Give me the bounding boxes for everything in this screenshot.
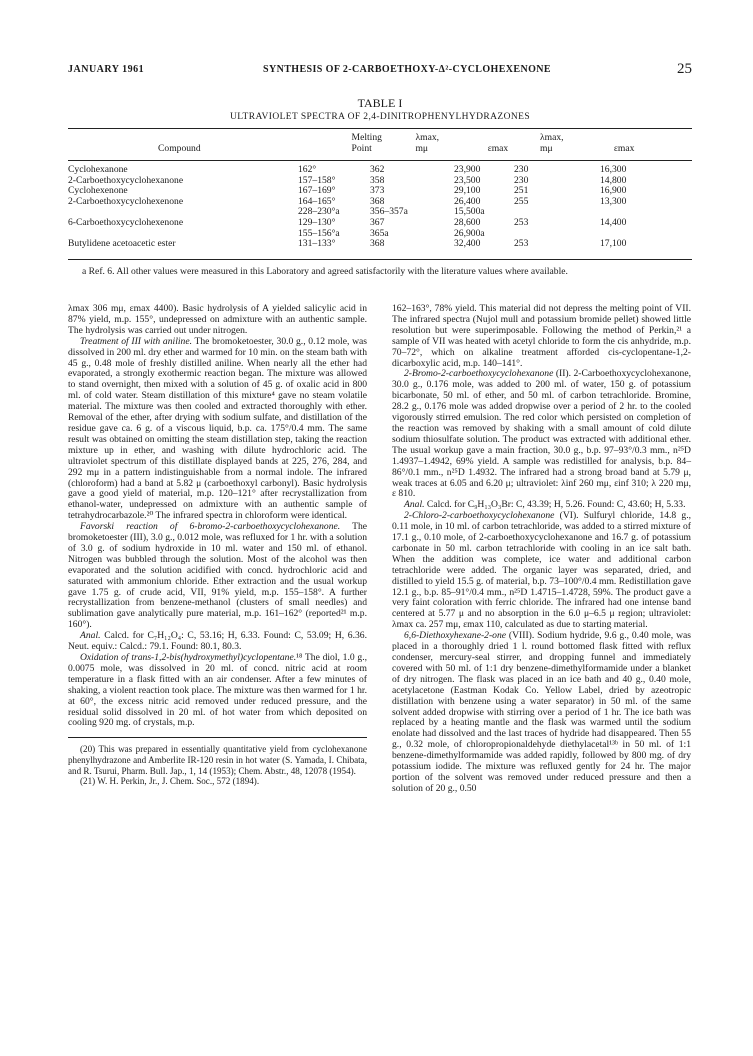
paragraph: 162–163°, 78% yield. This material did not depress the melting point of VII. The infrared spectra (Nujol mull and potassium bromide pellet) showed little resolution but were superimposable. Following the method of Perkin,²¹ a sample of VII was heated with acetyl chloride to form the cis anhydride, m.p. 70–72°, which on alkaline treatment afforded cis-cyclopentane-1,2-dicarboxylic acid, m.p. 140–141°. bbox=[392, 303, 691, 369]
table-cell: 16,300 bbox=[600, 164, 627, 175]
section-heading: Oxidation of trans-1,2-bis(hydroxymethyl)cyclopentane. bbox=[80, 652, 297, 663]
right-column bbox=[392, 304, 691, 795]
table-row bbox=[68, 239, 692, 250]
table-cell: 167–169° bbox=[298, 185, 336, 197]
paragraph: Anal. Calcd. for C₇H₁₂O₄: C, 53.16; H, 6.33. Found: C, 53.09; H, 6.36. Neut. equiv.: Calcd.: 79.1. Found: 80.1, 80.3. bbox=[68, 630, 367, 653]
table-footnote: a Ref. 6. All other values were measured in this Laboratory and agreed satisfactorily with the literature values where available. bbox=[82, 266, 568, 277]
table-cell: Butylidene acetoacetic ester bbox=[68, 238, 176, 250]
header-lmax-2-unit: mμ bbox=[540, 143, 553, 154]
table-cell: 16,900 bbox=[600, 185, 627, 197]
table-cell: 29,100 bbox=[454, 185, 481, 197]
table-cell: 362 bbox=[370, 164, 385, 175]
table-cell: 228–230°a bbox=[298, 206, 340, 218]
header-emax-1: εmax bbox=[487, 143, 509, 154]
table-cell: 28,600 bbox=[454, 216, 481, 228]
table-cell: 230 bbox=[514, 174, 529, 186]
section-heading: Treatment of III with aniline. bbox=[80, 335, 192, 347]
table-body bbox=[68, 165, 692, 250]
footnote-21: (21) W. H. Perkin, Jr., J. Chem. Soc., 572 (1894). bbox=[80, 776, 260, 787]
table-cell: 2-Carboethoxycyclohexanone bbox=[68, 174, 184, 186]
section-heading: 2-Bromo-2-carboethoxycyclohexanone bbox=[404, 368, 554, 380]
section-heading: Anal. bbox=[80, 630, 101, 642]
table-cell: Cyclohexanone bbox=[68, 164, 128, 175]
footnote-rule bbox=[68, 737, 367, 738]
section-heading: 6,6-Diethoxyhexane-2-one bbox=[404, 630, 507, 642]
table-row bbox=[68, 165, 692, 176]
table-cell: 162° bbox=[298, 164, 317, 175]
table-row bbox=[68, 218, 692, 229]
running-head-title: SYNTHESIS OF 2-CARBOETHOXY-Δ²-CYCLOHEXENONE bbox=[263, 64, 551, 75]
table-cell: 32,400 bbox=[454, 238, 481, 250]
paragraph: λmax 306 mμ, εmax 4400). Basic hydrolysis of A yielded salicylic acid in 87% yield, m.p. 155°, undepressed on admixture with an authentic sample. The hydrolysis was carried out under nitrogen. bbox=[68, 303, 367, 336]
table-cell: 14,800 bbox=[600, 174, 627, 186]
section-heading: Anal. bbox=[404, 499, 425, 511]
table-cell: 368 bbox=[370, 238, 385, 250]
page-number: 25 bbox=[677, 61, 692, 77]
footnote-20: (20) This was prepared in essentially quantitative yield from cyclohexanone phenylhydrazone and Amberlite IR-120 resin in hot water (S. Yamada, I. Chibata, and R. Tsurui, Pharm. Bull. Jap., 1, 14 (1953); Chem. Abstr., 48, 12078 (1954). bbox=[68, 744, 367, 776]
header-melting: Melting bbox=[351, 132, 382, 143]
header-lmax-2: λmax, bbox=[540, 132, 564, 143]
table-cell: 251 bbox=[514, 185, 529, 197]
table-cell: 367 bbox=[370, 216, 385, 228]
table-cell: 230 bbox=[514, 164, 529, 175]
table-cell: 368 bbox=[370, 195, 385, 207]
table-bottom-rule bbox=[68, 259, 692, 260]
table-cell: 23,900 bbox=[454, 164, 481, 175]
paragraph: 6,6-Diethoxyhexane-2-one (VIII). Sodium hydride, 9.6 g., 0.40 mole, was placed in a thoroughly dried 1 l. round bottomed flask fitted with reflux condenser, mercury-seal stirrer, and dropping funnel and immediately covered with 50 ml. of 1:1 dry benzene-dimethylformamide under a blanket of dry nitrogen. The flask was placed in an ice bath and 40 g., 0.40 mole, acetylacetone (Eastman Kodak Co. Yellow Label, dried by azeotropic distillation with benzene using a water separator) in 50 ml. of the same solvent added dropwise with stirring over a period of 1 hr. The ice bath was replaced by a heating mantle and the flask was warmed until the sodium enolate had dissolved and the last traces of hydride had disappeared. Then 55 g., 0.32 mole, of chloropropionaldehyde diethylacetal¹³ᵇ in 50 ml. of 1:1 benzene-dimethylformamide was added rapidly, followed by 800 mg. of dry potassium iodide. The mixture was refluxed gently for 24 hr. The major portion of the solvent was removed under reduced pressure and then a solution of 20 g., 0.50 bbox=[392, 630, 691, 794]
header-lmax-1-unit: mμ bbox=[415, 143, 429, 154]
paragraph: Treatment of III with aniline. The bromoketoester, 30.0 g., 0.12 mole, was dissolved in 200 ml. dry ether and warmed for 10 min. on the steam bath with 45 g., 0.48 mole of freshly distilled aniline. When nearly all the ether had evaporated, a strongly exothermic reaction began. The mixture was allowed to stand overnight, then mixed with a solution of 45 g. of oxalic acid in 800 ml. of cold water. Steam distillation of this mixture⁴ gave no steam volatile material. The mixture was then cooled and extracted thoroughly with ether. Removal of the ether, after drying with sodium sulfate, and distillation of the residue gave ca. 6 g. of a viscous liquid, b.p. ca. 175°/0.4 mm. The same result was obtained on omitting the steam distillation step, taking the reaction mixture up in ether, and washing with dilute hydrochloric acid. The ultraviolet spectrum of this distillate displayed bands at 225, 276, 284, and 292 mμ in a pattern indistinguishable from a normal indole. The infrared (chloroform) had a band at 5.82 μ (carboethoxyl carbonyl). Basic hydrolysis gave a good yield of material, m.p. 120–121° after recrystallization from ethanol-water, undepressed on admixture with an authentic sample of tetrahydrocarbazole.²⁰ The infrared spectra in chloroform were identical. bbox=[68, 335, 367, 522]
header-lmax-1: λmax, bbox=[415, 132, 440, 143]
table-cell: 17,100 bbox=[600, 238, 627, 250]
section-heading: 2-Chloro-2-carboethoxycyclohexanone bbox=[404, 510, 555, 522]
paragraph: Favorski reaction of 6-bromo-2-carboethoxycyclohexanone. The bromoketoester (III), 3.0 g., 0.012 mole, was refluxed for 1 hr. with a solution of 3.0 g. of sodium hydroxide in 10 ml. water and 150 ml. of ethanol. Nitrogen was bubbled through the solution. Most of the alcohol was then evaporated and the solution acidified with concd. hydrochloric acid and saturated with ammonium chloride. Ether extraction and the usual workup gave 1.75 g. of crude acid, VII, 91% yield, m.p. 155–158°. A further recrystallization from benzene-methanol (clusters of small needles) and sublimation gave analytically pure material, m.p. 161–162° (reported²¹ m.p. 160°). bbox=[68, 521, 368, 631]
table-cell: 13,300 bbox=[600, 195, 627, 207]
running-head-date: JANUARY 1961 bbox=[68, 64, 145, 75]
table-cell: 358 bbox=[370, 174, 385, 186]
header-point: Point bbox=[351, 143, 372, 154]
table-cell: 373 bbox=[370, 185, 385, 197]
table-cell: 6-Carboethoxycyclohexenone bbox=[68, 216, 184, 228]
table-top-rule bbox=[68, 128, 692, 129]
table-cell: 15,500a bbox=[454, 206, 485, 218]
table-cell: 253 bbox=[514, 216, 529, 228]
table-header-rule bbox=[68, 160, 692, 161]
table-title: TABLE I bbox=[357, 96, 403, 110]
running-head bbox=[68, 61, 692, 80]
table-cell: 164–165° bbox=[298, 195, 336, 207]
table-cell: 131–133° bbox=[298, 238, 336, 250]
table-cell: 2-Carboethoxycyclohexenone bbox=[68, 195, 184, 207]
table-header bbox=[68, 132, 692, 154]
table-cell: 23,500 bbox=[454, 174, 481, 186]
table-cell: 155–156°a bbox=[298, 227, 340, 239]
paragraph: 2-Bromo-2-carboethoxycyclohexanone (II). 2-Carboethoxycyclohexanone, 30.0 g., 0.176 mole, was added to 200 ml. of water, 150 g. of potassium bicarbonate, 50 ml. of ether, and 50 ml. of carbon tetrachloride. Bromine, 28.2 g., 0.176 mole was added dropwise over a period of 2 hr. to the cooled vigorously stirred emulsion. The red color which persisted on completion of the reaction was removed by shaking with a small amount of cold dilute sodium thiosulfate solution. The product was extracted with additional ether. The usual workup gave a main fraction, 30.0 g., b.p. 97–93°/0.3 mm., n²⁵D 1.4937–1.4942, 69% yield. A sample was redistilled for analysis, b.p. 84–86°/0.1 mm., n²⁵D 1.4932. The infrared had a strong broad band at 5.79 μ, weak traces at 6.05 and 6.20 μ; ultraviolet: λinf 260 mμ, εinf 310; λ 220 mμ, ε 810. bbox=[392, 368, 691, 500]
header-compound: Compound bbox=[158, 143, 201, 154]
table-subtitle: ULTRAVIOLET SPECTRA OF 2,4-DINITROPHENYLHYDRAZONES bbox=[229, 112, 531, 122]
paragraph: Oxidation of trans-1,2-bis(hydroxymethyl)cyclopentane.¹⁸ The diol, 1.0 g., 0.0075 mole, was dissolved in 20 ml. of concd. nitric acid at room temperature in a flask fitted with an air condenser. After a few minutes of shaking, a violent reaction took place. The mixture was then warmed for 1 hr. at 60°, the excess nitric acid removed under reduced pressure, and the residual solid dissolved in 20 ml. of hot water from which deposited on cooling 920 mg. of crystals, m.p. bbox=[68, 652, 367, 729]
left-column bbox=[68, 304, 367, 787]
table-cell: Cyclohexenone bbox=[68, 185, 128, 197]
table-cell: 26,900a bbox=[454, 227, 485, 239]
table-cell: 255 bbox=[514, 195, 529, 207]
paragraph: Anal. Calcd. for C₉H₁₃O₃Br: C, 43.39; H, 5.26. Found: C, 43.60; H, 5.33. bbox=[404, 499, 686, 511]
table-cell: 14,400 bbox=[600, 216, 627, 228]
table-cell: 356–357a bbox=[370, 206, 408, 218]
section-heading: Favorski reaction of 6-bromo-2-carboethoxycyclohexanone. bbox=[80, 521, 341, 533]
table-cell: 253 bbox=[514, 238, 529, 250]
table-cell: 365a bbox=[370, 227, 389, 239]
table-cell: 26,400 bbox=[454, 195, 481, 207]
table-cell: 157–158° bbox=[298, 174, 336, 186]
table-cell: 129–130° bbox=[298, 216, 336, 228]
header-emax-2: εmax bbox=[613, 143, 635, 154]
paragraph: 2-Chloro-2-carboethoxycyclohexanone (VI). Sulfuryl chloride, 14.8 g., 0.11 mole, in 10 ml. of carbon tetrachloride, was added to a stirred mixture of 17.1 g., 0.10 mole, of 2-carboethoxycyclohexanone and 16.7 g. of potassium carbonate in 50 ml. carbon tetrachloride with cooling in an ice salt bath. When the addition was complete, ice water and additional carbon tetrachloride were added. The organic layer was separated, dried, and distilled to yield 15.5 g. of material, b.p. 73–100°/0.4 mm. Redistillation gave 12.1 g., b.p. 85–91°/0.4 mm., n²⁵D 1.4715–1.4728, 59%. The product gave a very faint coloration with ferric chloride. The infrared had one intense band centered at 5.77 μ and no absorption in the 6.0 μ–6.5 μ region; ultraviolet: λmax ca. 257 mμ, εmax 110, calculated as due to starting material. bbox=[392, 510, 691, 631]
